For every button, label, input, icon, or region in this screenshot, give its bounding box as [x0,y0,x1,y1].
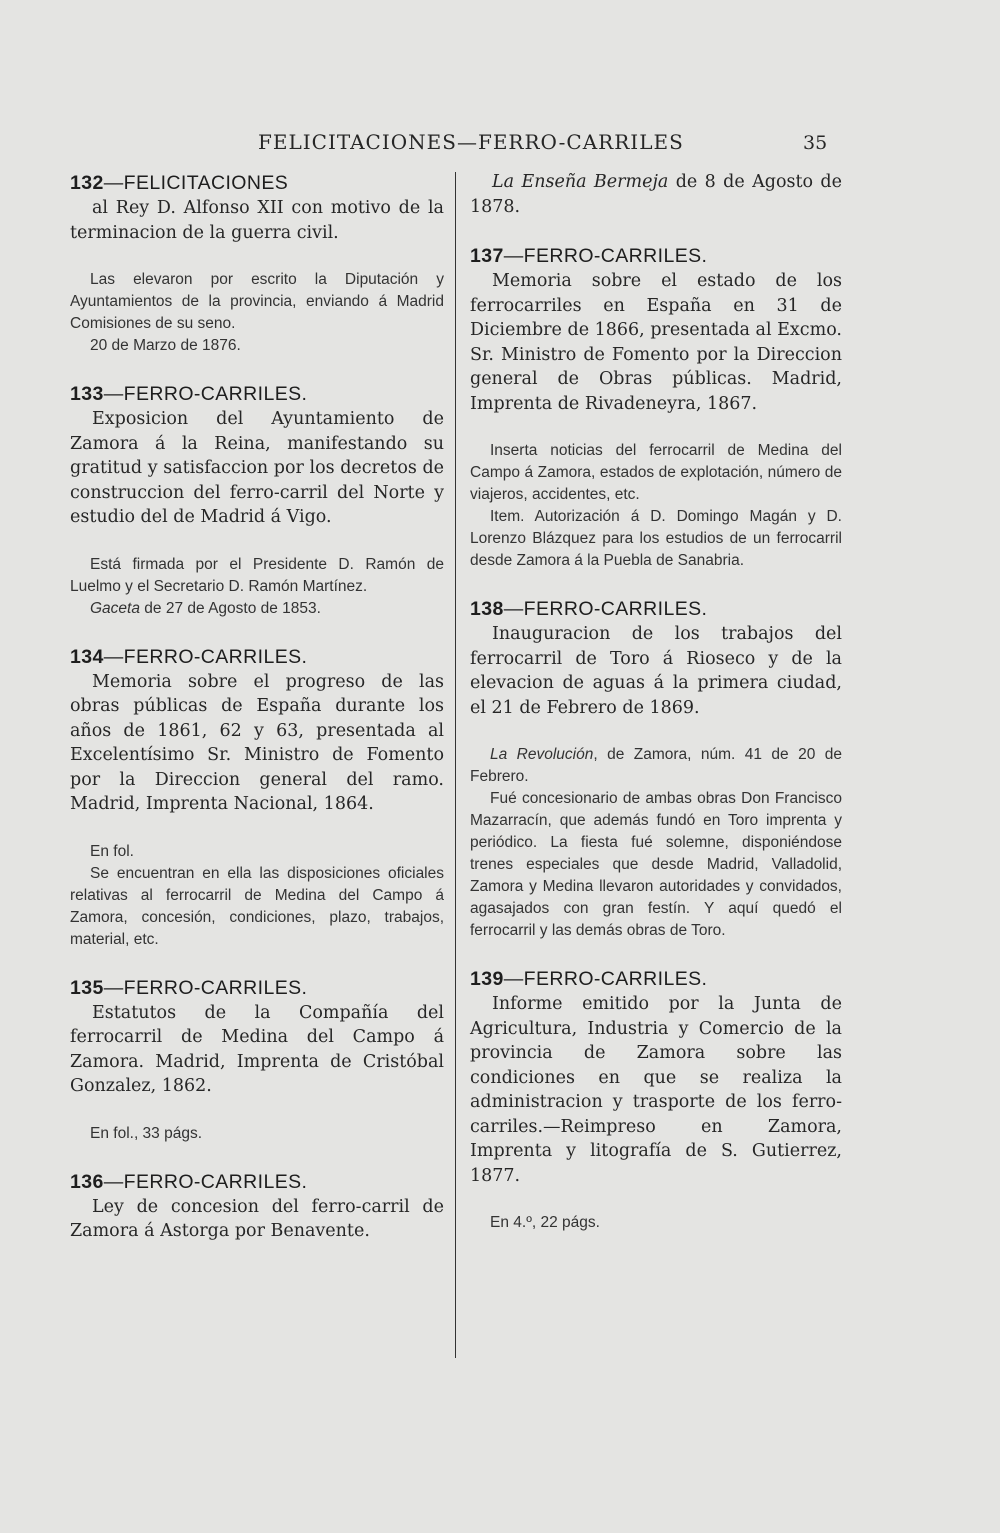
source-detail: , de Zamora, núm. 41 de 20 de Febrero. [470,746,843,785]
running-head: FELICITACIONES—FERRO-CARRILES [258,130,684,154]
entry-heading [70,381,444,407]
entry-title: —FELICITACIONES [103,172,289,194]
entry-number: 139 [470,968,504,990]
entry-number: 137 [470,245,504,267]
entry-134 [70,644,444,951]
entry-title: —FERRO-CARRILES. [503,245,708,267]
source-title: La Enseña Bermeja [492,172,669,192]
entry-number: 135 [70,976,104,999]
entry-note: Se encuentran en ella las disposiciones oficiales relativas al ferrocarril de Medina del Campo á Zamora, concesión, condiciones, plazo, trabajos, material, etc. [70,864,444,948]
entry-133 [70,381,444,620]
entry-source [70,598,444,620]
entry-136 [70,1169,444,1244]
source-title: Gaceta [90,599,140,617]
entry-format: En fol. [90,842,134,860]
entry-heading [70,170,444,196]
entry-body: Inauguracion de los trabajos del ferrocarril de Toro á Rioseco y de la elevacion de aguas á la primera ciudad, el 21 de Febrero de 1869. [470,624,842,718]
entry-number: 134 [70,645,104,668]
left-column [70,170,444,1244]
page-number: 35 [803,132,828,154]
entry-title: —FERRO-CARRILES. [103,383,308,405]
entry-number: 132 [70,172,104,194]
entry-body: Exposicion del Ayuntamiento de Zamora á la Reina, manifestando su gratitud y satisfaccion por los decretos de construccion del ferro-carril del Norte y estudio del de Madrid á Vigo. [70,409,444,527]
source-title: La Revolución [490,746,594,763]
entry-body: Ley de concesion del ferro-carril de Zamora á Astorga por Benavente. [70,1196,444,1241]
entry-note-2: Item. Autorización á D. Domingo Magán y D. Lorenzo Blázquez para los estudios de un ferrocarril desde Zamora á la Puebla de Sanabria. [470,508,842,569]
entry-note: Fué concesionario de ambas obras Don Francisco Mazarracín, que además fundó en Toro imprenta y periódico. La fiesta fué solemne, disponiéndose trenes especiales que desde Madrid, Valladolid, Zamora y Medina llevaron autoridades y convidados, agasajados con gran festín. Y aquí quedó el ferrocarril y las demás obras de Toro. [470,790,842,939]
entry-number: 138 [470,598,504,620]
entry-heading [70,975,444,1001]
entry-heading [70,644,444,670]
entry-body: Memoria sobre el progreso de las obras públicas de España durante los años de 1861, 62 y 63, presentada al Excelentísimo Sr. Ministro de Fomento por la Direccion general del ramo. Madrid, Imprenta Nacional, 1864. [70,671,444,814]
entry-136-continued [470,170,842,219]
entry-number: 133 [70,383,104,405]
entry-body: Memoria sobre el estado de los ferrocarriles en España en 31 de Diciembre de 1866, presentada al Excmo. Sr. Ministro de Fomento por la Direccion general de Obras públicas. Madrid, Imprenta de Rivadeneyra, 1867. [470,271,842,414]
entry-heading [70,1169,444,1195]
entry-source [470,744,842,788]
source-detail: de 27 de Agosto de 1853. [139,599,321,617]
entry-title: —FERRO-CARRILES. [103,645,308,668]
entry-note: Está firmada por el Presidente D. Ramón de Luelmo y el Secretario D. Ramón Martínez. [70,555,444,595]
entry-heading [470,596,842,622]
entry-132 [70,170,444,357]
entry-138 [470,596,842,942]
entry-title: —FERRO-CARRILES. [103,976,308,999]
right-column [470,170,842,1234]
entry-note: Las elevaron por escrito la Diputación y Ayuntamientos de la provincia, enviando á Madrid Comisiones de su seno. [70,271,444,332]
entry-format: En fol., 33 págs. [90,1124,203,1142]
entry-title: —FERRO-CARRILES. [503,598,708,620]
source-detail: de 8 de Agosto de 1878. [470,172,842,217]
entry-heading [470,966,842,992]
entry-body: al Rey D. Alfonso XII con motivo de la terminacion de la guerra civil. [70,198,444,243]
entry-heading [470,243,842,269]
entry-135 [70,975,444,1145]
entry-number: 136 [70,1170,104,1193]
entry-139 [470,966,842,1234]
entry-source [470,170,842,219]
entry-137 [470,243,842,572]
entry-date: 20 de Marzo de 1876. [90,337,241,354]
entry-title: —FERRO-CARRILES. [503,968,708,990]
column-divider [455,172,456,1358]
entry-body: Informe emitido por la Junta de Agricultura, Industria y Comercio de la provincia de Zamora sobre las condiciones en que se realiza la administracion y trasporte de los ferro-carriles.—Reimpreso en Zamora, Imprenta y litografía de S. Gutierrez, 1877. [470,994,842,1186]
entry-body: Estatutos de la Compañía del ferrocarril de Medina del Campo á Zamora. Madrid, Imprenta de Cristóbal Gonzalez, 1862. [70,1002,444,1096]
entry-title: —FERRO-CARRILES. [103,1170,308,1193]
entry-note: Inserta noticias del ferrocarril de Medina del Campo á Zamora, estados de explotación, número de viajeros, accidentes, etc. [470,442,842,503]
entry-format: En 4.º, 22 págs. [490,1214,600,1231]
